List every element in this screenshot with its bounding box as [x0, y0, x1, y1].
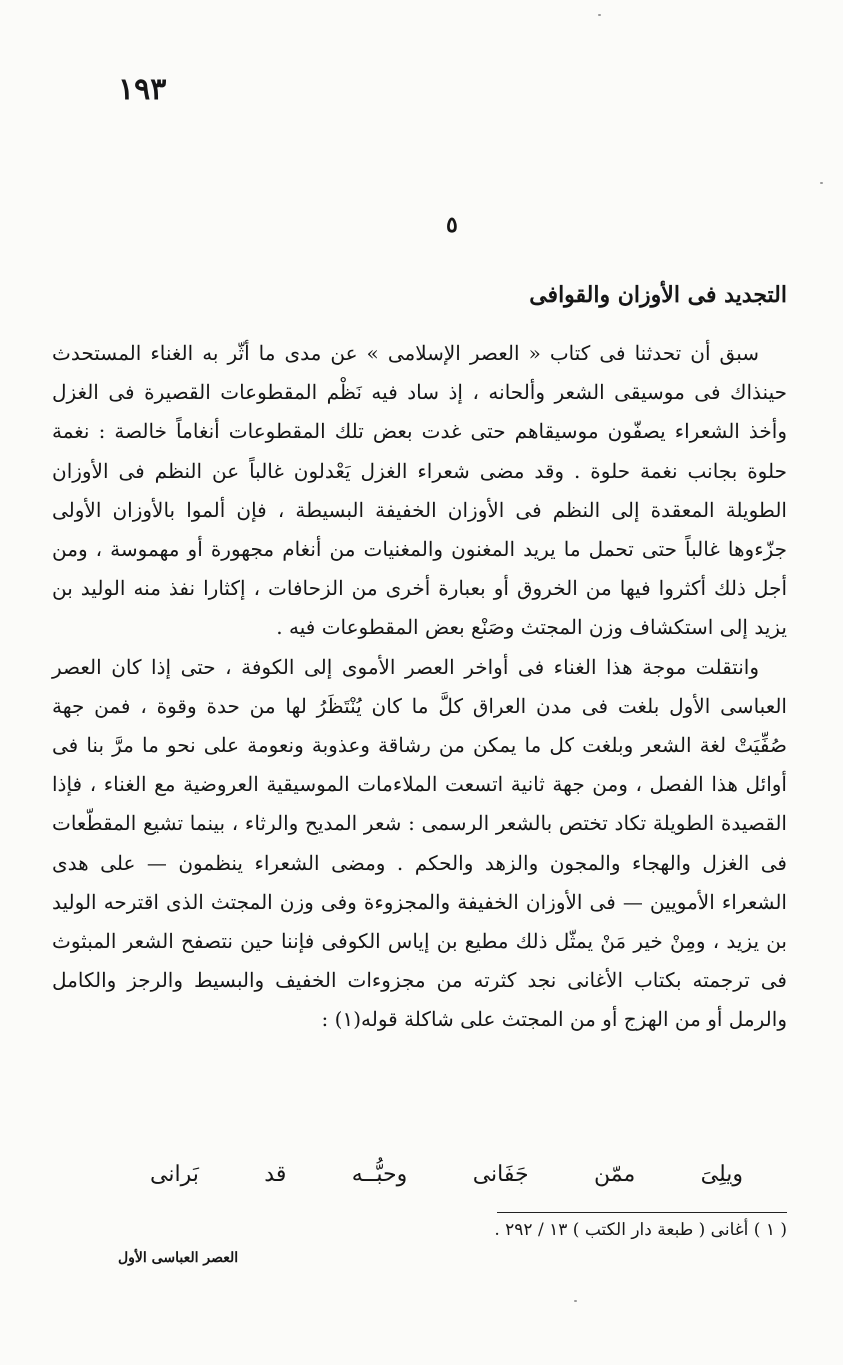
body-text [52, 334, 787, 1040]
footnote-divider [497, 1212, 787, 1213]
section-heading: التجديد فى الأوزان والقوافى [529, 282, 787, 308]
verse-word: ممّن [593, 1162, 636, 1187]
paragraph: سبق أن تحدثنا فى كتاب « العصر الإسلامى » عن مدى ما أثّر به الغناء المستحدث حينذاك فى موسيقى الشعر وألحانه ، إذ ساد فيه نَظْم المقطوعات القصيرة فى الغزل وأخذ الشعراء يصفّون موسيقاهم حتى غدت بعض تلك المقطوعات أنغاماً خالصة : نغمة حلوة بجانب نغمة حلوة . وقد مضى شعراء الغزل يَعْدلون غالباً عن النظم فى الأوزان الطويلة المعقدة إلى النظم فى الأوزان الخفيفة البسيطة ، فإن ألموا بالأوزان الأولى جزّءوها غالباً حتى تحمل ما يريد المغنون والمغنيات من أنغام مجهورة أو مهموسة ، ومن أجل ذلك أكثروا فيها من الخروق أو بعبارة أخرى من الزحافات ، إكثارا نفذ منه الوليد بن يزيد إلى استكشاف وزن المجتث وصَنْع بعض المقطوعات فيه . [52, 341, 787, 640]
running-footer: العصر العباسى الأول [118, 1250, 239, 1266]
paper-speck [598, 14, 601, 16]
section-number: ٥ [446, 212, 458, 238]
paper-speck [574, 1300, 577, 1302]
verse-word: وحبُّــه [351, 1162, 408, 1187]
page-number: ١٩٣ [118, 72, 167, 107]
verse-word: ويلِىَ [700, 1162, 743, 1187]
footnote: ( ١ ) أغانى ( طبعة دار الكتب ) ١٣ / ٢٩٢ . [494, 1220, 787, 1240]
verse-word: جَفَانى [472, 1162, 529, 1187]
verse-word: قد [264, 1162, 287, 1187]
verse-line [150, 1162, 743, 1187]
verse-word: بَرانى [150, 1162, 199, 1187]
paper-speck [820, 182, 823, 184]
paragraph: وانتقلت موجة هذا الغناء فى أواخر العصر الأموى إلى الكوفة ، حتى إذا كان العصر العباسى الأول بلغت فى مدن العراق كلَّ ما كان يُنْتَظَرُ لها من حدة وقوة ، فمن جهة صُفِّيَتْ لغة الشعر وبلغت كل ما يمكن من رشاقة وعذوبة ونعومة على نحو ما مرَّ بنا فى أوائل هذا الفصل ، ومن جهة ثانية اتسعت الملاءمات الموسيقية العروضية مع الغناء ، فإذا القصيدة الطويلة تكاد تختص بالشعر الرسمى : شعر المديح والرثاء ، بينما تشيع المقطّعات فى الغزل والهجاء والمجون والزهد والحكم . ومضى الشعراء ينظمون — على هدى الشعراء الأمويين — فى الأوزان الخفيفة والمجزوءة وفى وزن المجتث الذى اقترحه الوليد بن يزيد ، ومِنْ خير مَنْ يمثّل ذلك مطيع بن إياس الكوفى فإننا حين نتصفح الشعر المبثوث فى ترجمته بكتاب الأغانى نجد كثرته من مجزوءات الخفيف والبسيط والرجز والكامل والرمل أو من الهزج أو من المجتث على شاكلة قوله(١) : [52, 654, 787, 1032]
